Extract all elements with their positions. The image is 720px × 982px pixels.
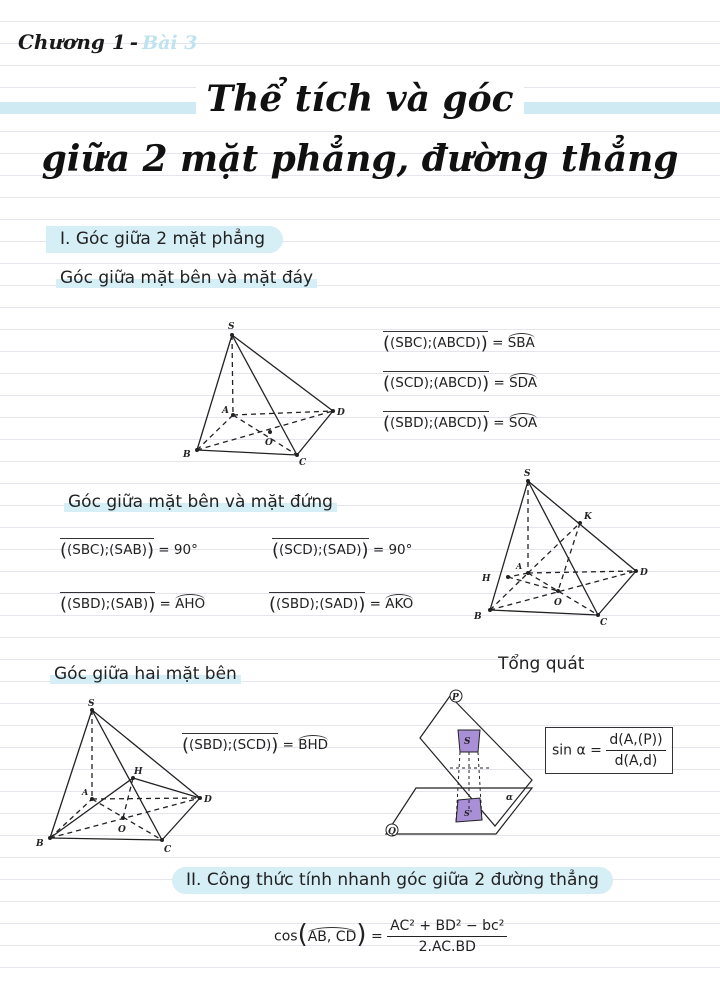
label-S: S	[228, 322, 235, 332]
sub2-label: Góc giữa mặt bên và mặt đứng	[64, 492, 337, 512]
section2-heading: II. Công thức tính nhanh góc giữa 2 đường thẳng	[172, 867, 613, 894]
formula-sbd-scd: ((SBD);(SCD)) = BHD	[182, 735, 329, 756]
cos-denominator: 2.AC.BD	[418, 939, 476, 955]
cos-numerator: AC² + BD² − bc²	[387, 918, 507, 937]
sub1-label: Góc giữa mặt bên và mặt đáy	[56, 268, 317, 288]
cos-formula: cos(AB, CD) = $\frac{\text{AC² + BD² − bc²}}{2.AC.BD}$	[274, 918, 507, 955]
label-S-prime: S'	[464, 808, 473, 818]
label-B: B	[474, 612, 482, 622]
page-title-line1: Thể tích và góc	[0, 78, 720, 120]
label-A: A	[222, 406, 229, 416]
formula-sba: ((SBC);(ABCD)) = SBA	[383, 333, 535, 354]
label-O: O	[265, 438, 273, 448]
general-fraction	[606, 732, 665, 769]
pyramid-figure-1	[175, 315, 360, 470]
label-C: C	[299, 458, 307, 468]
label-Q: Q	[388, 827, 396, 837]
section1-heading: I. Góc giữa 2 mặt phẳng	[46, 226, 283, 253]
general-label: Tổng quát	[498, 654, 585, 674]
formula-sbc-sab: ((SBC);(SAB)) = 90°	[60, 540, 198, 561]
general-numerator: d(A,(P))	[606, 732, 665, 751]
sub3-label: Góc giữa hai mặt bên	[50, 664, 241, 684]
label-alpha: α	[506, 793, 513, 803]
label-O: O	[118, 825, 126, 835]
formula-sda: ((SCD);(ABCD)) = SDA	[383, 373, 538, 394]
page-title-line2: giữa 2 mặt phẳng, đường thẳng	[41, 138, 679, 180]
label-A: A	[516, 561, 523, 571]
general-denominator: d(A,d)	[614, 753, 658, 769]
formula-soa: ((SBD);(ABCD)) = SOA	[383, 413, 538, 434]
label-K: K	[584, 512, 592, 522]
label-H: H	[134, 767, 143, 777]
formula-scd-sad: ((SCD);(SAD)) = 90°	[272, 540, 413, 561]
cos-argument: AB, CD	[307, 928, 357, 945]
label-C: C	[164, 845, 172, 855]
label-O: O	[554, 598, 562, 608]
chapter-separator: -	[129, 30, 139, 54]
lesson-number: Bài 3	[142, 32, 198, 54]
chapter-label	[18, 30, 198, 54]
label-B: B	[183, 450, 191, 460]
label-C: C	[600, 618, 608, 628]
cos-prefix: cos	[274, 928, 298, 945]
cos-fraction	[387, 918, 507, 955]
chapter-number: Chương 1	[18, 30, 126, 54]
label-H: H	[482, 574, 491, 584]
formula-sbd-sad: ((SBD);(SAD)) = AKO	[269, 594, 414, 615]
label-D: D	[337, 408, 345, 418]
label-P: P	[452, 693, 459, 703]
sin-alpha: sin α =	[552, 742, 602, 759]
label-S: S	[524, 469, 531, 479]
general-formula-box	[545, 727, 673, 774]
label-D: D	[640, 568, 648, 578]
label-D: D	[204, 795, 212, 805]
label-S: S	[464, 737, 471, 747]
label-B: B	[36, 839, 44, 849]
label-A: A	[82, 787, 89, 797]
pyramid-figure-2	[468, 465, 668, 635]
planes-figure	[380, 688, 540, 848]
pyramid-figure-3	[30, 696, 230, 856]
formula-sbd-sab: ((SBD);(SAB)) = AHO	[60, 594, 206, 615]
label-S: S	[88, 699, 95, 709]
